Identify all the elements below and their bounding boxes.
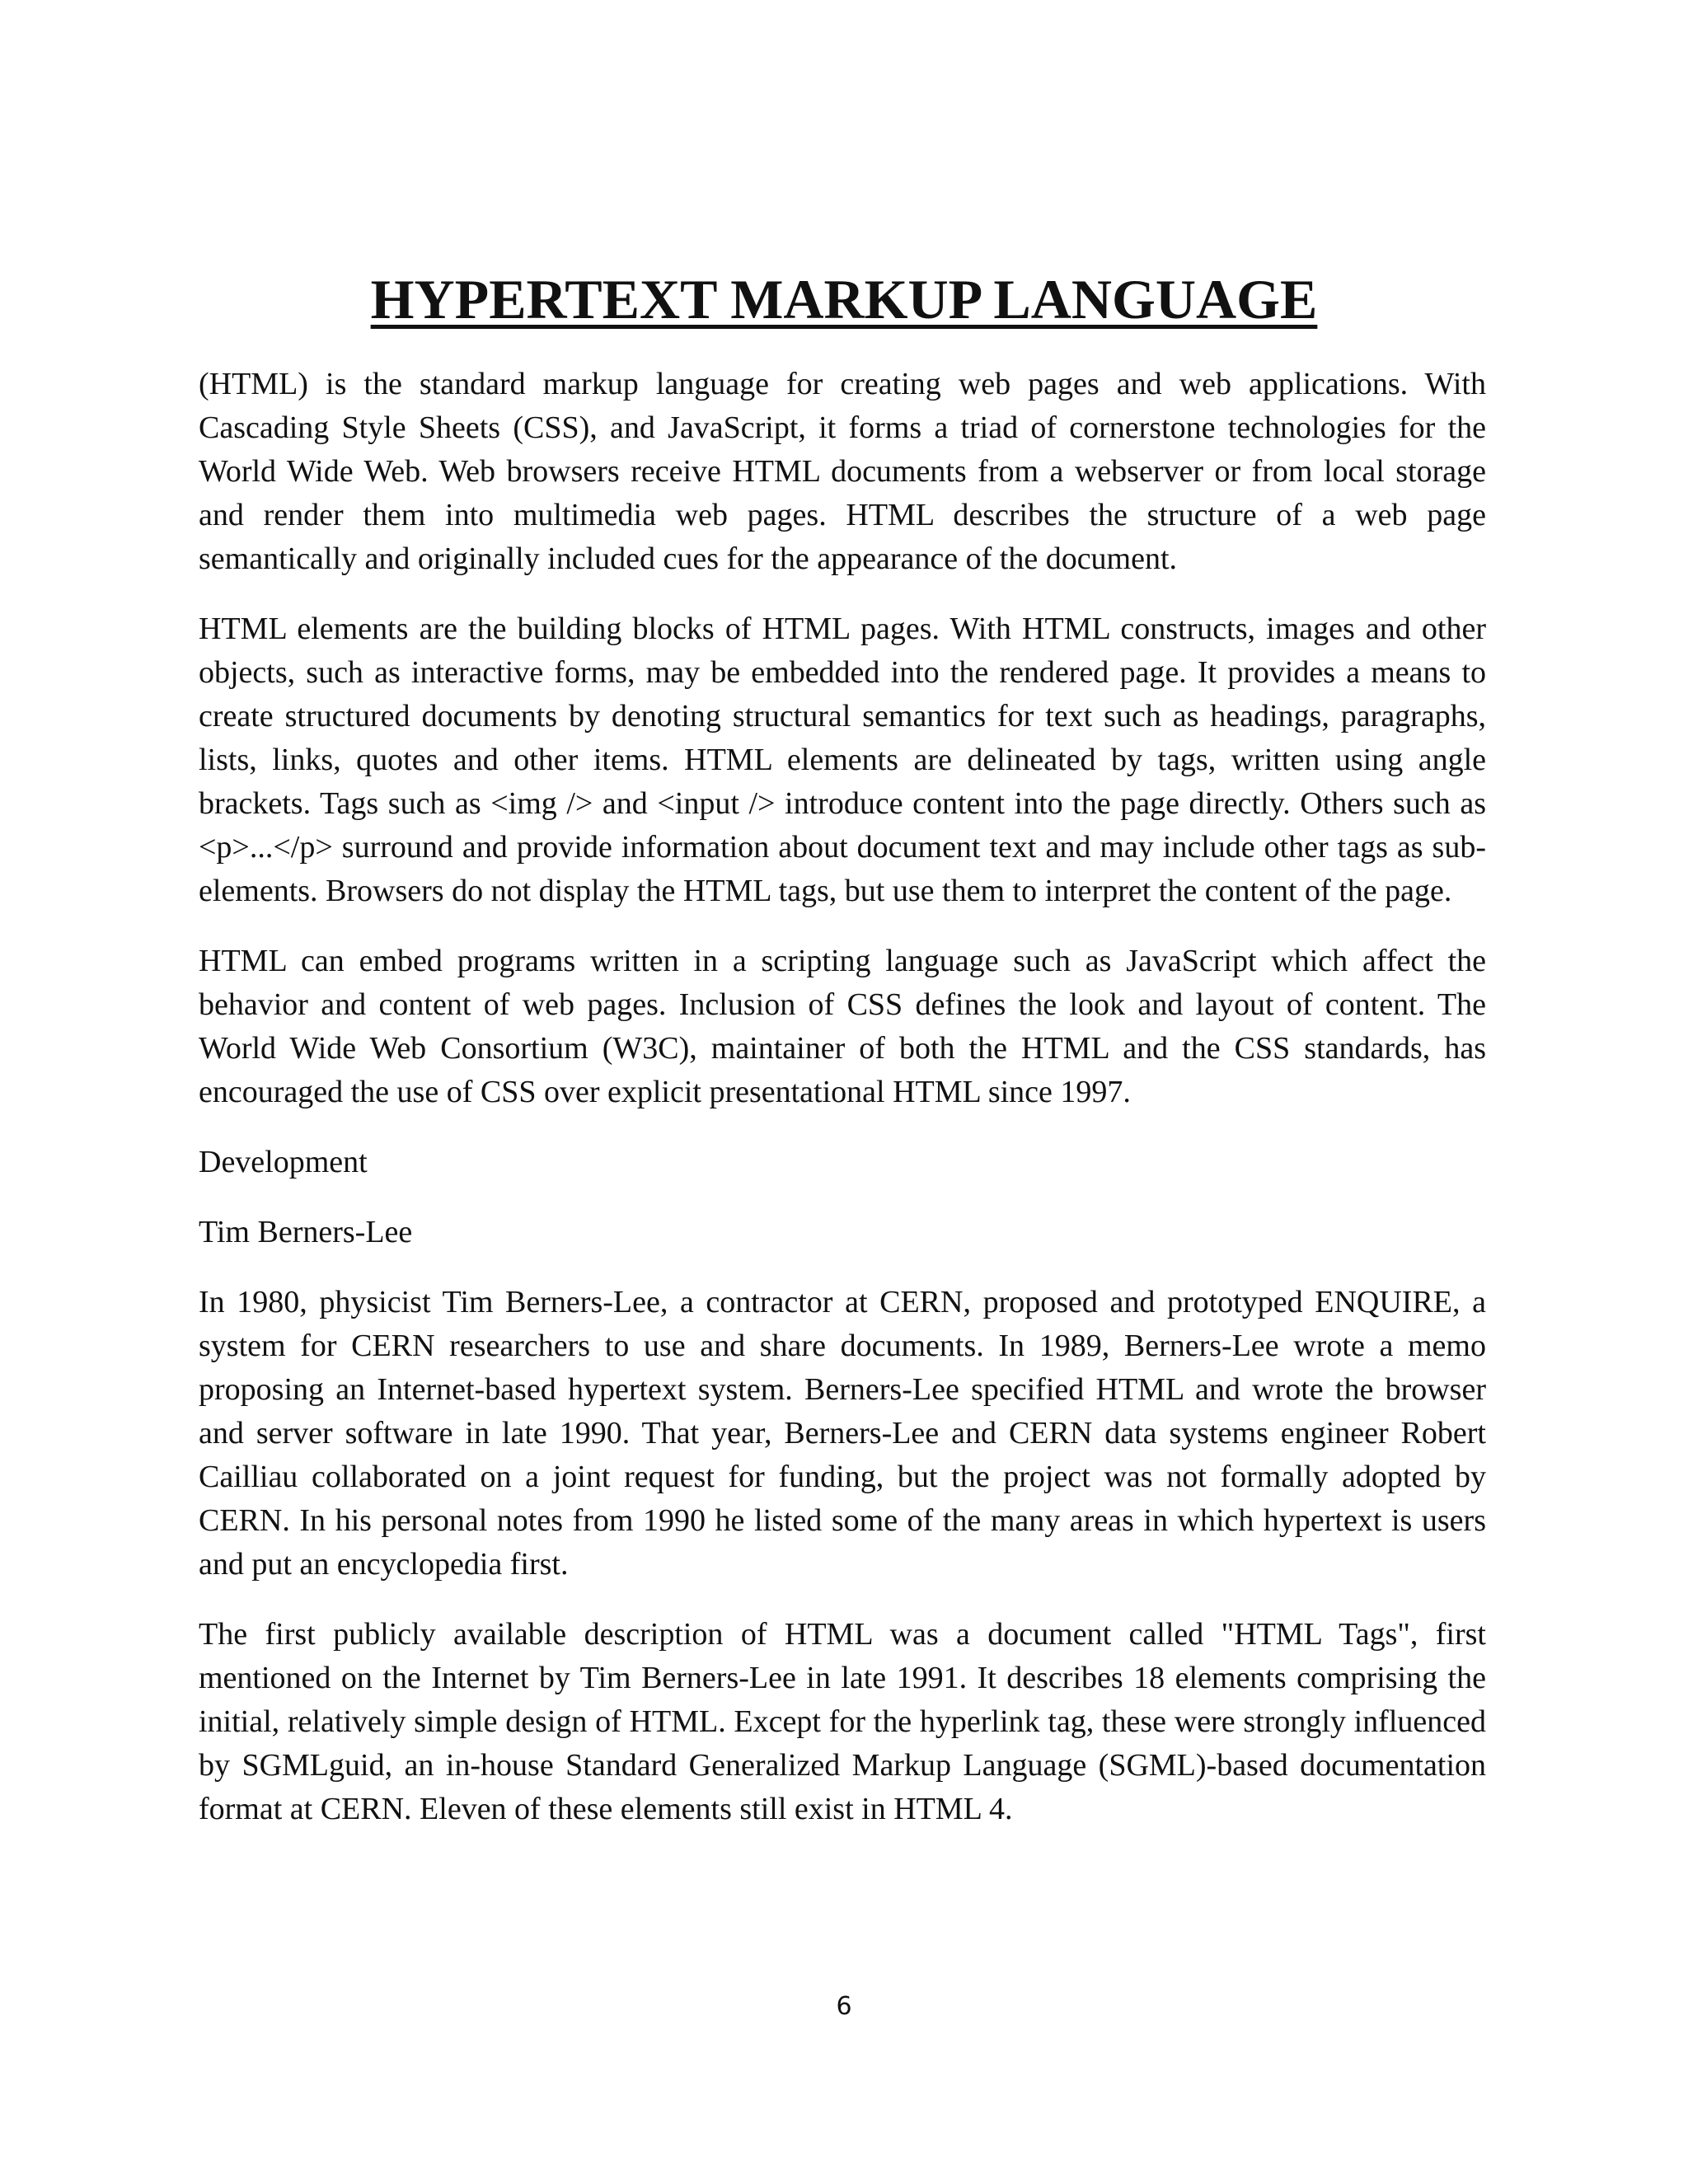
document-title: HYPERTEXT MARKUP LANGUAGE [370, 268, 1318, 330]
page-number: 6 [836, 1992, 852, 2021]
subsection-heading-tim-berners-lee: Tim Berners-Lee [199, 1215, 413, 1249]
paragraph-html-scripting-and-css: HTML can embed programs written in a scripting language such as JavaScript which affect the behavior and content of web pages. Inclusion of CSS defines the look and layout of content. The World Wide Web Consortium (W3C), maintainer of both the HTML and the CSS standards, has encouraged the use of CSS over explicit presentational HTML since 1997. [199, 944, 1486, 1109]
document-body [199, 363, 1486, 1858]
section-heading-development: Development [199, 1145, 368, 1179]
paragraph-html-elements: HTML elements are the building blocks of HTML pages. With HTML constructs, images and other objects, such as interactive forms, may be embedded into the rendered page. It provides a means to create structured documents by denoting structural semantics for text such as headings, paragraphs, lists, links, quotes and other items. HTML elements are delineated by tags, written using angle brackets. Tags such as <img /> and <input /> introduce content into the page directly. Others such as <p>...</p> surround and provide information about document text and may include other tags as sub-elements. Browsers do not display the HTML tags, but use them to interpret the content of the page. [199, 612, 1486, 908]
paragraph-html-tags-1991: The first publicly available description of HTML was a document called "HTML Tags", first mentioned on the Internet by Tim Berners-Lee in late 1991. It describes 18 elements comprising the initial, relatively simple design of HTML. Except for the hyperlink tag, these were strongly influenced by SGMLguid, an in-house Standard Generalized Markup Language (SGML)-based documentation format at CERN. Eleven of these elements still exist in HTML 4. [199, 1617, 1486, 1826]
paragraph-html-introduction: (HTML) is the standard markup language for creating web pages and web applications. With Cascading Style Sheets (CSS), and JavaScript, it forms a triad of cornerstone technologies for the World Wide Web. Web browsers receive HTML documents from a webserver or from local storage and render them into multimedia web pages. HTML describes the structure of a web page semantically and originally included cues for the appearance of the document. [199, 367, 1486, 576]
paragraph-history-1980-1990: In 1980, physicist Tim Berners-Lee, a contractor at CERN, proposed and prototyped ENQUIRE, a system for CERN researchers to use and share documents. In 1989, Berners-Lee wrote a memo proposing an Internet-based hypertext system. Berners-Lee specified HTML and wrote the browser and server software in late 1990. That year, Berners-Lee and CERN data systems engineer Robert Cailliau collaborated on a joint request for funding, but the project was not formally adopted by CERN. In his personal notes from 1990 he listed some of the many areas in which hypertext is users and put an encyclopedia first. [199, 1285, 1486, 1582]
